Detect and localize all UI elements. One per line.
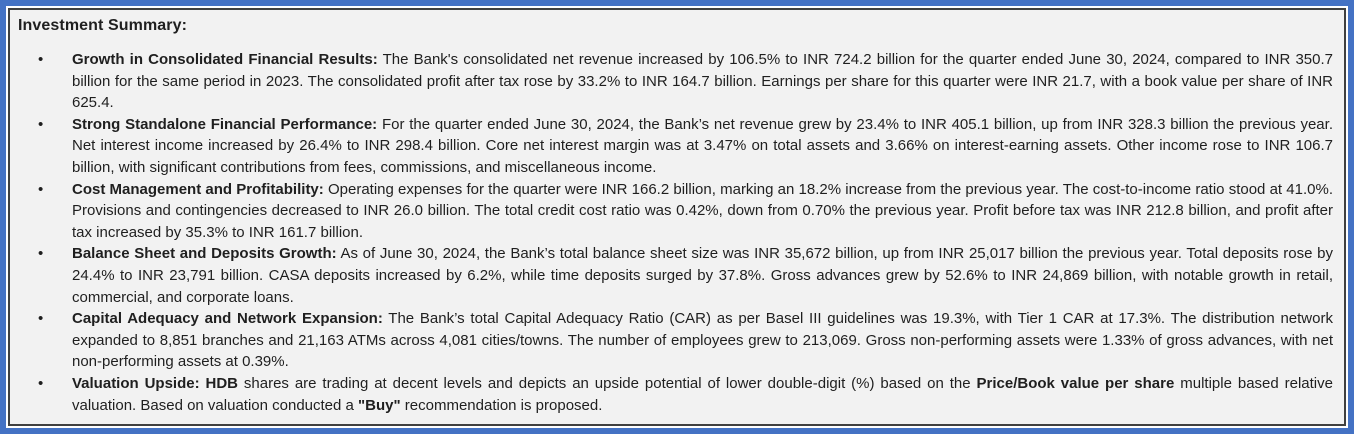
section-title: Investment Summary:: [18, 17, 188, 34]
bullet-item-strong-standalone-financial-performance: [18, 114, 1335, 179]
document-page: [8, 8, 1346, 426]
bullet-body-segment: multiple based relative valuation. Based on valuation conducted a: [72, 374, 1333, 414]
bullet-title-segment: "Buy": [358, 396, 401, 414]
bullet-title-segment: Growth in Consolidated Financial Results:: [72, 51, 378, 68]
bullet-title-segment: Strong Standalone Financial Performance:: [72, 115, 378, 133]
bullet-marker: •: [38, 310, 44, 328]
bullet-item-valuation-upside: [18, 373, 1335, 416]
bullet-body-segment: For the quarter ended June 30, 2024, the Bank’s net revenue grew by 23.4% to INR 405.1 billion, up from INR 328.3 billion the previous year. Net interest income increased by 26.4% to INR 298.4 billion. Core net interest margin was at 3.47% on total assets and 3.66% on interest-earning assets. Other income rose to INR 106.7 billion, with significant contributions from fees, commissions, and miscellaneous income.: [72, 115, 1333, 176]
bullet-title-segment: Valuation Upside: HDB: [72, 374, 238, 392]
bullet-item-balance-sheet-and-deposits-growth: [18, 243, 1335, 308]
bullet-title-segment: Capital Adequacy and Network Expansion:: [72, 310, 383, 328]
bullet-marker: •: [38, 180, 44, 198]
bullet-marker: •: [38, 374, 44, 392]
bullet-body-segment: As of June 30, 2024, the Bank’s total balance sheet size was INR 35,672 billion, up from INR 25,017 billion the previous year. Total deposits rose by 24.4% to INR 23,791 billion. CASA deposits increased by 6.2%, while time deposits surged by 37.8%. Gross advances grew by 52.6% to INR 24,869 billion, with notable growth in retail, commercial, and corporate loans.: [72, 245, 1333, 306]
bullet-marker: •: [38, 115, 44, 133]
bullet-body-segment: shares are trading at decent levels and depicts an upside potential of lower double-digit (%) based on the: [238, 374, 977, 392]
bullet-title-segment: Price/Book value per share: [976, 374, 1175, 392]
bullet-text: [72, 179, 1335, 244]
bullet-text: [72, 308, 1335, 373]
bullet-body-segment: recommendation is proposed.: [400, 396, 603, 414]
bullet-title-segment: Cost Management and Profitability:: [72, 180, 324, 198]
bullet-item-growth-in-consolidated-financial-results: [18, 49, 1335, 114]
bullet-body-segment: Operating expenses for the quarter were INR 166.2 billion, marking an 18.2% increase from the previous year. The cost-to-income ratio stood at 41.0%. Provisions and contingencies decreased to INR 26.0 billion. The total credit cost ratio was 0.42%, down from 0.70% the previous year. Profit before tax was INR 212.8 billion, and profit after tax increased by 35.3% to INR 161.7 billion.: [72, 180, 1333, 241]
bullet-text: [72, 114, 1335, 179]
bullet-body-segment: The Bank's consolidated net revenue increased by 106.5% to INR 724.2 billion for the quarter ended June 30, 2024, compared to INR 350.7 billion for the same period in 2023. The consolidated profit after tax rose by 33.2% to INR 164.7 billion. Earnings per share for this quarter were INR 21.7, with a book value per share of INR 625.4.: [72, 51, 1333, 112]
bullet-marker: •: [38, 245, 44, 263]
bullet-item-cost-management-and-profitability: [18, 179, 1335, 244]
bullet-text: [72, 373, 1335, 416]
bullet-text: [72, 49, 1335, 114]
bullet-marker: •: [38, 51, 44, 68]
bullet-list: [18, 49, 1335, 416]
bullet-text: [72, 243, 1335, 308]
bullet-title-segment: Balance Sheet and Deposits Growth:: [72, 245, 337, 263]
bullet-item-capital-adequacy-and-network-expansion: [18, 308, 1335, 373]
bullet-body-segment: The Bank’s total Capital Adequacy Ratio (CAR) as per Basel III guidelines was 19.3%, with Tier 1 CAR at 17.3%. The distribution network expanded to 8,851 branches and 21,163 ATMs across 4,081 cities/towns. The number of employees grew to 213,069. Gross non-performing assets were 1.33% of gross advances, with net non-performing assets at 0.39%.: [72, 310, 1333, 371]
